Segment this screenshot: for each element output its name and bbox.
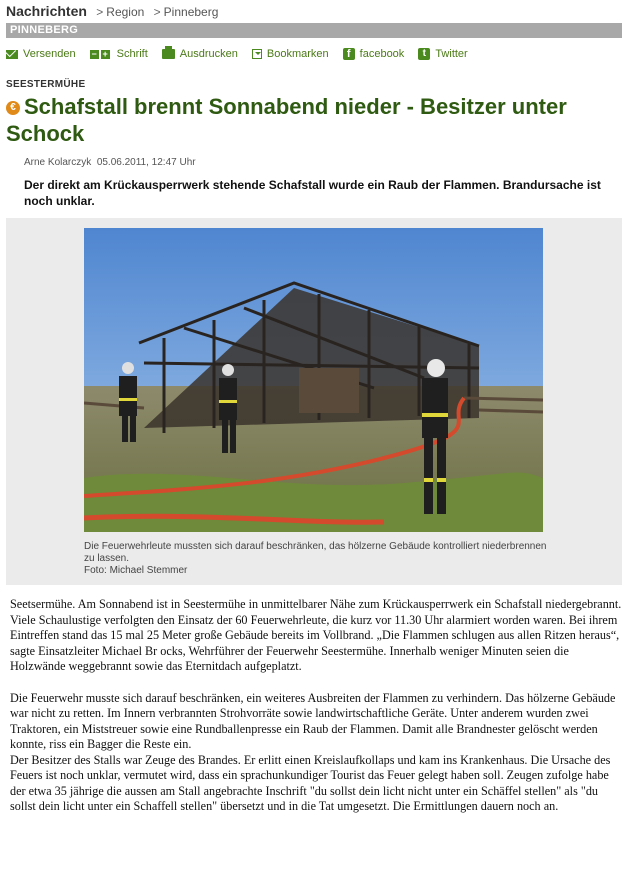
euro-icon: € [6, 101, 20, 115]
headline-text: Schafstall brennt Sonnabend nieder - Besitzer unter Schock [6, 94, 567, 146]
printer-icon [162, 49, 175, 59]
article-kicker: SEESTERMÜHE [6, 79, 86, 90]
byline [24, 157, 196, 168]
breadcrumb-item-region[interactable]: Region [106, 5, 145, 19]
article-photo[interactable] [84, 228, 543, 532]
paragraph-spacer [10, 675, 624, 691]
body-paragraph-2: Die Feuerwehr musste sich darauf beschränken, ein weiteres Ausbreiten der Flammen zu verhindern. Das hölzerne Gebäude war nicht zu retten. Im Innern verbrannten Strohvorräte sowie landwirtschaftliche Geräte. Unter anderem wurden zwei Traktoren, ein Miststreuer sowie eine Rundballenpresse ein Raub der Flammen. Damit alle Brandnester gelöscht werden konnte, riss ein Bagger die Reste ein. [10, 690, 616, 751]
font-label: Schrift [116, 48, 148, 60]
bookmark-button[interactable] [252, 48, 329, 60]
breadcrumb-root[interactable]: Nachrichten [6, 3, 87, 19]
photo-credit: Foto: Michael Stemmer [84, 565, 188, 576]
print-button[interactable] [162, 48, 238, 60]
bookmark-icon [252, 49, 262, 59]
caption-text: Die Feuerwehrleute mussten sich darauf beschränken, das hölzerne Gebäude kontrolliert niederbrennen zu lassen. [84, 541, 547, 564]
twitter-icon: t [418, 48, 430, 60]
twitter-button[interactable] [418, 48, 467, 60]
publish-date: 05.06.2011, 12:47 Uhr [96, 157, 196, 168]
facebook-button[interactable] [343, 48, 405, 60]
body-paragraph-3: Der Besitzer des Stalls war Zeuge des Brandes. Er erlitt einen Kreislaufkollaps und kam ins Krankenhaus. Die Ursache des Feuers ist noch unklar, vermutet wird, dass ein sprachunkundiger Tourist das Feuer gelegt haben soll. Zeugen zufolge habe der etwa 35 jährige die aussen am Stall angebrachte Inschrift "du sollst dein licht nicht unter ein Schäffel stellen" als "du sollst dein licht unter ein Schaffell stellen" übersetzt und in die Tat umgesetzt. Die Ermittlungen dauern noch an. [10, 752, 611, 813]
send-button[interactable] [6, 48, 76, 60]
bookmark-label: Bookmarken [266, 48, 329, 60]
facebook-label: facebook [359, 48, 405, 60]
mail-icon [6, 50, 18, 59]
photo-caption [84, 541, 554, 577]
breadcrumb-item-pinneberg[interactable]: Pinneberg [163, 5, 219, 19]
breadcrumb [6, 3, 218, 19]
font-size-button[interactable] [90, 48, 148, 60]
article-teaser: Der direkt am Krückausperrwerk stehende Schafstall wurde ein Raub der Flammen. Brandursache ist noch unklar. [24, 178, 601, 208]
send-label: Versenden [23, 48, 76, 60]
section-bar: PINNEBERG [6, 23, 622, 38]
article-body [10, 597, 624, 815]
breadcrumb-separator: > [96, 5, 104, 19]
author: Arne Kolarczyk [24, 157, 92, 168]
facebook-icon: f [343, 48, 355, 60]
article-toolbar [6, 46, 482, 62]
print-label: Ausdrucken [179, 48, 238, 60]
font-size-icon: − + [91, 49, 108, 59]
body-paragraph-1: Seetsermühe. Am Sonnabend ist in Seestermühe in unmittelbarer Nähe zum Krückausperrwerk ein Schafstall niedergebrannt. Viele Schaulustige verfolgten den Einsatz der 60 Feuerwehrleute, die kurz vor 11.30 Uhr alarmiert worden waren. Bei ihrem Eintreffen stand das 15 mal 25 Meter große Gebäude bereits im Vollbrand. „Die Flammen schlugen aus allen Ritzen heraus“, sagte Einsatzleiter Michael Br ocks, Wehrführer der Feuerwehr Seestermühe. Innerhalb weniger Minuten seien die Holzwände weggebrannt sowie das Eternitdach aufgeplatzt. [10, 597, 622, 673]
breadcrumb-separator: > [153, 5, 161, 19]
article-figure [6, 218, 622, 585]
twitter-label: Twitter [435, 48, 468, 60]
article-headline [6, 93, 622, 147]
